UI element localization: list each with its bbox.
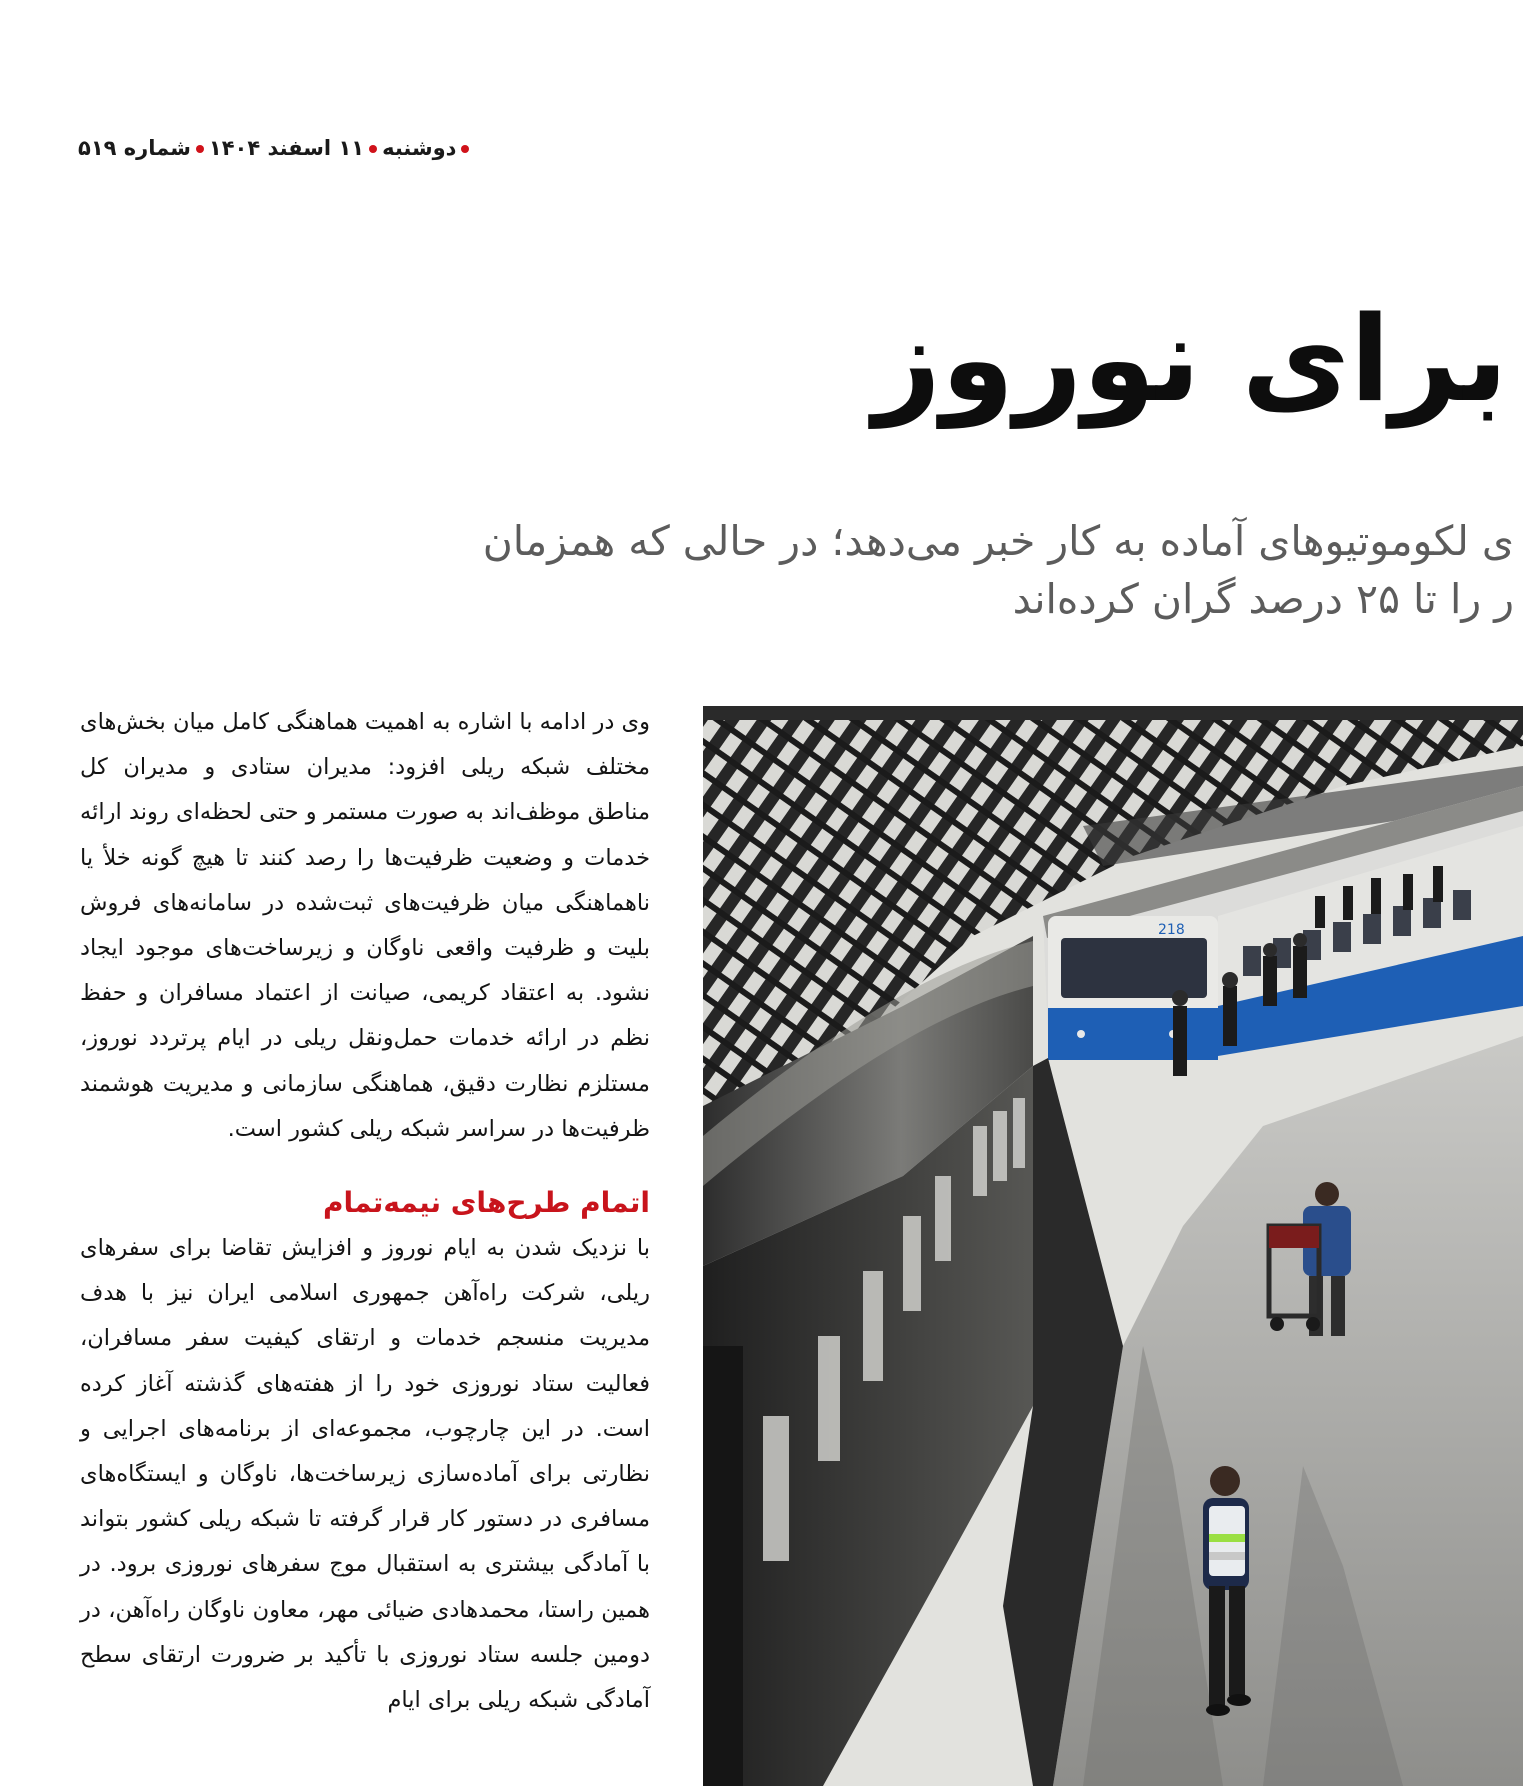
- lede: [394, 512, 1514, 628]
- train-station-image: [703, 706, 1523, 1786]
- paragraph-1: وی در ادامه با اشاره به اهمیت هماهنگی کامل میان بخش‌های مختلف شبکه ریلی افزود: مدیران ستادی و مدیران کل مناطق موظف‌اند به صورت مستمر و حتی لحظه‌ای روند ارائه خدمات و وضعیت ظرفیت‌ها را رصد کنند تا هیچ گونه خلأ یا ناهماهنگی میان ظرفیت‌های ثبت‌شده در سامانه‌های فروش بلیت و ظرفیت واقعی ناوگان و زیرساخت‌های موجود ایجاد نشود. به اعتقاد کریمی، صیانت از اعتماد مسافران و حفظ نظم در ارائه خدمات حمل‌ونقل ریلی در ایام پرتردد نوروز، مستلزم نظارت دقیق، هماهنگی سازمانی و مدیریت هوشمند ظرفیت‌ها در سراسر شبکه ریلی کشور است.: [80, 709, 650, 1142]
- paragraph-2: با نزدیک شدن به ایام نوروز و افزایش تقاضا برای سفرهای ریلی، شرکت راه‌آهن جمهوری اسلامی ایران نیز با هدف مدیریت منسجم خدمات و ارتقای کیفیت سفر مسافران، فعالیت ستاد نوروزی خود را از هفته‌های گذشته آغاز کرده است. در این چارچوب، مجموعه‌ای از برنامه‌های اجرایی و نظارتی برای آماده‌سازی زیرساخت‌ها، ناوگان و ایستگاه‌های مسافری در دستور کار قرار گرفته تا شبکه ریلی کشور بتواند با آمادگی بیشتری به استقبال موج سفرهای نوروزی برود. در همین راستا، محمدهادی ضیائی مهر، معاون ناوگان راه‌آهن، در دومین جلسه ستاد نوروزی با تأکید بر ضرورت ارتقای سطح آمادگی شبکه ریلی برای ایام: [80, 1235, 650, 1714]
- masthead-date: ۱۱ اسفند ۱۴۰۴: [208, 136, 365, 160]
- article-body: [80, 700, 650, 1723]
- svg-text:218: 218: [1158, 922, 1185, 938]
- bullet-icon: [196, 145, 204, 153]
- masthead-issue: شماره ۵۱۹: [78, 136, 191, 160]
- lede-line-1: ی لکوموتیوهای آماده به کار خبر می‌دهد؛ در حالی که همزمان: [482, 517, 1514, 565]
- masthead: [78, 136, 472, 160]
- article-photo: [703, 706, 1523, 1786]
- subhead: اتمام طرح‌های نیمه‌تمام: [323, 1186, 650, 1220]
- bullet-icon: [461, 145, 469, 153]
- headline: برای نوروز: [873, 290, 1508, 428]
- bullet-icon: [369, 145, 377, 153]
- masthead-weekday: دوشنبه: [382, 136, 457, 160]
- lede-line-2: ر را تا ۲۵ درصد گران کرده‌اند: [1012, 575, 1514, 623]
